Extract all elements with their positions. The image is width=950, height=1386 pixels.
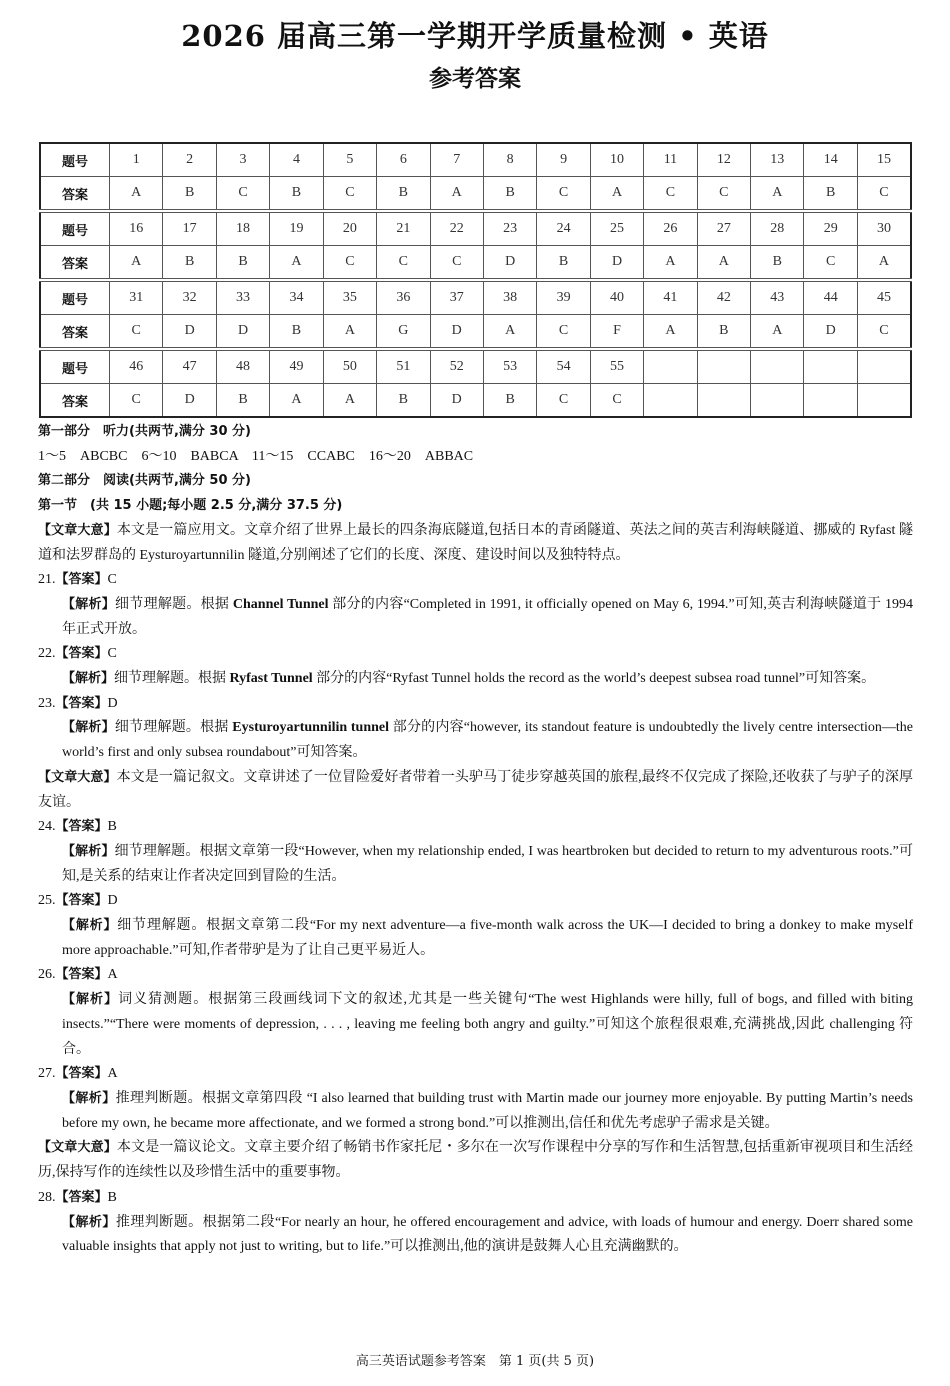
analysis-label: 【解析】 [62,671,115,687]
answer-value: A [107,967,118,983]
passage-summary [38,766,913,815]
answer-value: B [107,1189,117,1205]
question-number-cell: 36 [377,280,430,315]
question-number: 24. [38,819,56,835]
question-number-cell: 13 [751,143,804,177]
answer-row [40,384,911,418]
question-number-cell: 22 [430,211,483,246]
answer-cell: C [110,315,163,350]
row-header: 答案 [40,384,110,418]
answer-cell: B [163,177,216,212]
question-number-cell: 16 [110,211,163,246]
answer-cell: A [644,246,697,281]
question-number-cell: 45 [857,280,911,315]
page-footer: 高三英语试题参考答案 第 1 页(共 5 页) [355,1354,595,1369]
question-number-cell: 55 [590,349,643,384]
row-header: 题号 [40,349,110,384]
answer-cell [857,384,911,418]
answer-label: 【答案】 [55,1189,108,1205]
answer-analysis [38,840,913,889]
answer-cell: B [270,177,323,212]
question-number-cell: 18 [216,211,269,246]
row-header: 题号 [40,280,110,315]
analysis-label: 【解析】 [62,1214,116,1230]
question-answer [38,1062,913,1087]
question-number-cell: 51 [377,349,430,384]
question-number-cell: 35 [323,280,376,315]
question-number-cell: 23 [483,211,536,246]
answer-cell: C [377,246,430,281]
answer-label: 【答案】 [55,572,108,588]
summary-text: 本文是一篇议论文。文章主要介绍了畅销书作家托尼・多尔在一次写作课程中分享的写作和生活智慧,包括重新审视项目和生活经历,保持写作的连续性以及珍惜生活中的重要事物。 [38,1140,913,1181]
answer-cell: A [270,246,323,281]
question-number-cell: 11 [644,143,697,177]
answer-cell: B [483,384,536,418]
answer-row [40,177,911,212]
question-number-cell: 12 [697,143,750,177]
summary-label: 【文章大意】 [38,1140,117,1156]
question-number-cell: 50 [323,349,376,384]
row-header: 答案 [40,246,110,281]
answer-cell: A [483,315,536,350]
question-number-cell: 40 [590,280,643,315]
analysis-text: 细节理解题。根据文章第一段“However, when my relationship ended, I was heartbroken but decided to return to my adventurous roots.”可知,是关系的结束让作者决定回到冒险的生活。 [62,843,913,884]
question-number-cell: 41 [644,280,697,315]
question-number: 23. [38,695,56,711]
answer-cell: B [216,246,269,281]
answer-cell: C [323,246,376,281]
answer-cell: B [483,177,536,212]
summary-label: 【文章大意】 [38,769,117,785]
question-number-cell: 34 [270,280,323,315]
answer-value: C [107,572,117,588]
answer-cell [697,384,750,418]
answer-cell: B [163,246,216,281]
question-answer [38,642,913,667]
question-number: 26. [38,967,56,983]
answer-analysis [38,1087,913,1136]
answer-cell: A [323,384,376,418]
question-number-cell: 8 [483,143,536,177]
question-number-cell: 25 [590,211,643,246]
answer-cell: C [697,177,750,212]
question-number-cell: 2 [163,143,216,177]
answer-cell: C [537,384,590,418]
answer-cell: A [857,246,911,281]
question-number-cell: 42 [697,280,750,315]
question-number-row [40,280,911,315]
answer-cell: C [857,177,911,212]
question-number: 22. [38,646,56,662]
question-number-cell: 31 [110,280,163,315]
analysis-label: 【解析】 [62,720,115,736]
analysis-text: 细节理解题。根据 [115,596,233,612]
answer-cell: C [804,246,857,281]
question-number-cell: 54 [537,349,590,384]
question-number-cell: 37 [430,280,483,315]
question-number-cell: 6 [377,143,430,177]
answer-value: C [107,646,117,662]
answer-cell: A [110,246,163,281]
answer-cell: C [216,177,269,212]
question-number-cell: 20 [323,211,376,246]
answer-analysis [38,593,913,642]
analysis-text-cont: 部分的内容“however, its standout feature is undoubtedly the lively centre intersection—the world’s first and only subsea roundabout”可知答案。 [62,720,914,761]
answer-analysis [38,667,913,692]
summary-label: 【文章大意】 [38,522,117,538]
analysis-label: 【解析】 [62,992,119,1008]
answer-analysis [38,716,913,765]
question-number: 21. [38,572,56,588]
answer-analysis [38,988,913,1062]
answer-cell: C [323,177,376,212]
answer-row [40,315,911,350]
answer-cell: B [377,384,430,418]
question-number-cell [644,349,697,384]
question-number-cell: 10 [590,143,643,177]
answer-cell: A [751,315,804,350]
analysis-bold-term: Ryfast Tunnel [229,671,313,687]
answer-cell: D [430,315,483,350]
answer-cell: B [537,246,590,281]
answer-cell: C [537,177,590,212]
answer-cell: C [430,246,483,281]
listening-answers: 1～5 ABCBC 6～10 BABCA 11～15 CCABC 16～20 ABBAC [38,448,474,464]
question-number-cell: 39 [537,280,590,315]
question-number-cell: 47 [163,349,216,384]
answer-cell: D [216,315,269,350]
answer-analysis [38,1211,913,1260]
question-number-cell [857,349,911,384]
question-number-cell: 38 [483,280,536,315]
row-header: 题号 [40,143,110,177]
question-answer [38,568,913,593]
answer-value: A [107,1066,118,1082]
question-number-cell: 17 [163,211,216,246]
answer-cell [644,384,697,418]
analysis-label: 【解析】 [62,843,115,859]
passage-summary [38,519,913,568]
analysis-label: 【解析】 [62,1090,116,1106]
summary-text: 本文是一篇应用文。文章介绍了世界上最长的四条海底隧道,包括日本的青函隧道、英法之间的英吉利海峡隧道、挪威的 Ryfast 隧道和法罗群岛的 Eysturoyartunnilin 隧道,分别阐述了它们的长度、深度、建设时间以及独特特点。 [38,522,913,563]
answer-cell: A [270,384,323,418]
question-number-cell: 27 [697,211,750,246]
answer-cell: D [483,246,536,281]
analysis-text: 词义猜测题。根据第三段画线词下文的叙述,尤其是一些关键句“The west Highlands were hilly, full of bogs, and filled with biting insects.”“There were moments of depression, . . . , leaving me feeling both angry and guilty.”可知这个旅程很艰难,充满挑战,因此 challenging 符合。 [62,992,913,1057]
analysis-text: 推理判断题。根据文章第四段 “I also learned that building trust with Martin made our journey more enjoyable. By putting Martin’s needs before my own, he became more affectionate, and we formed a strong bond.”可以推测出,信任和优先考虑驴子需求是关键。 [62,1090,913,1131]
question-number-cell: 5 [323,143,376,177]
answer-value: D [107,695,118,711]
question-number-cell: 26 [644,211,697,246]
answer-row [40,246,911,281]
answer-cell: D [804,315,857,350]
answer-cell [751,384,804,418]
answer-cell: G [377,315,430,350]
question-number-cell: 53 [483,349,536,384]
question-number-cell: 28 [751,211,804,246]
question-number-cell: 3 [216,143,269,177]
question-number-cell: 24 [537,211,590,246]
analysis-text: 细节理解题。根据 [114,671,230,687]
question-number-cell [804,349,857,384]
question-number-cell: 43 [751,280,804,315]
row-header: 答案 [40,177,110,212]
analysis-text: 细节理解题。根据文章第二段“For my next adventure—a five-month walk across the UK—I decided to bring a donkey to make myself more approachable.”可知,作者带驴是为了让自己更平易近人。 [62,918,913,958]
question-number: 27. [38,1066,56,1082]
answer-cell: B [804,177,857,212]
section-heading: 第二部分 阅读(共两节,满分 50 分) [38,473,251,489]
answer-label: 【答案】 [55,819,108,835]
question-number-cell: 44 [804,280,857,315]
question-number-cell: 15 [857,143,911,177]
answer-analysis [38,914,913,963]
answer-label: 【答案】 [55,893,108,909]
question-answer [38,692,913,717]
answer-value: B [107,819,117,835]
answer-cell: C [590,384,643,418]
document-title: 2026 届高三第一学期开学质量检测 • 英语 [181,19,769,53]
question-number: 28. [38,1189,56,1205]
question-answer [38,889,913,914]
answer-cell: D [590,246,643,281]
question-answer [38,963,913,988]
answer-cell: B [751,246,804,281]
question-number-cell: 9 [537,143,590,177]
answer-cell: B [270,315,323,350]
question-answer [38,815,913,840]
answer-cell: A [323,315,376,350]
analysis-label: 【解析】 [62,596,116,612]
answer-cell: C [644,177,697,212]
question-number-cell [697,349,750,384]
question-number-row [40,143,911,177]
answer-cell: A [751,177,804,212]
answer-label: 【答案】 [55,695,108,711]
answer-label: 【答案】 [55,967,108,983]
answer-label: 【答案】 [55,1066,108,1082]
question-number-cell: 21 [377,211,430,246]
question-number-cell: 7 [430,143,483,177]
question-answer [38,1186,913,1211]
question-number-cell: 32 [163,280,216,315]
answer-label: 【答案】 [55,646,108,662]
answer-table [39,142,912,418]
answer-cell: B [377,177,430,212]
answer-value: D [107,893,118,909]
question-number-cell: 49 [270,349,323,384]
question-number-cell: 19 [270,211,323,246]
question-number-cell: 29 [804,211,857,246]
question-number: 25. [38,893,56,909]
section-heading: 第一部分 听力(共两节,满分 30 分) [38,424,251,439]
section-heading: 第一节 (共 15 小题;每小题 2.5 分,满分 37.5 分) [38,498,343,514]
question-number-cell: 48 [216,349,269,384]
answer-cell: C [110,384,163,418]
question-number-cell: 14 [804,143,857,177]
answer-explanations [38,420,913,1260]
analysis-bold-term: Channel Tunnel [232,596,329,612]
answer-cell: D [163,315,216,350]
answer-cell: B [216,384,269,418]
answer-cell: D [430,384,483,418]
answer-cell: C [857,315,911,350]
question-number-cell: 52 [430,349,483,384]
answer-cell: D [163,384,216,418]
analysis-bold-term: Eysturoyartunnilin tunnel [232,720,390,736]
document-subtitle: 参考答案 [429,65,521,92]
question-number-row [40,349,911,384]
question-number-cell: 33 [216,280,269,315]
answer-cell: A [590,177,643,212]
question-number-cell [751,349,804,384]
analysis-label: 【解析】 [62,918,118,934]
answer-cell: C [537,315,590,350]
answer-cell [804,384,857,418]
answer-cell: A [644,315,697,350]
analysis-text: 细节理解题。根据 [114,720,233,736]
question-number-cell: 4 [270,143,323,177]
question-number-cell: 1 [110,143,163,177]
answer-cell: A [430,177,483,212]
passage-summary [38,1136,913,1185]
answer-cell: F [590,315,643,350]
question-number-cell: 30 [857,211,911,246]
analysis-text: 推理判断题。根据第二段“For nearly an hour, he offered encouragement and advice, with loads of humour and energy. Doerr shared some valuable insights that apply not just to writing, but to life.”可以推测出,他的演讲是鼓舞人心且充满幽默的。 [62,1214,913,1255]
question-number-cell: 46 [110,349,163,384]
summary-text: 本文是一篇记叙文。文章讲述了一位冒险爱好者带着一头驴马丁徒步穿越英国的旅程,最终不仅完成了探险,还收获了与驴子的深厚友谊。 [38,769,913,810]
row-header: 题号 [40,211,110,246]
answer-cell: A [110,177,163,212]
answer-cell: B [697,315,750,350]
analysis-text-cont: 部分的内容“Completed in 1991, it officially opened on May 6, 1994.”可知,英吉利海峡隧道于 1994 年正式开放。 [62,596,913,637]
row-header: 答案 [40,315,110,350]
question-number-row [40,211,911,246]
analysis-text-cont: 部分的内容“Ryfast Tunnel holds the record as the world’s deepest subsea road tunnel”可知答案。 [312,671,876,687]
answer-cell: A [697,246,750,281]
